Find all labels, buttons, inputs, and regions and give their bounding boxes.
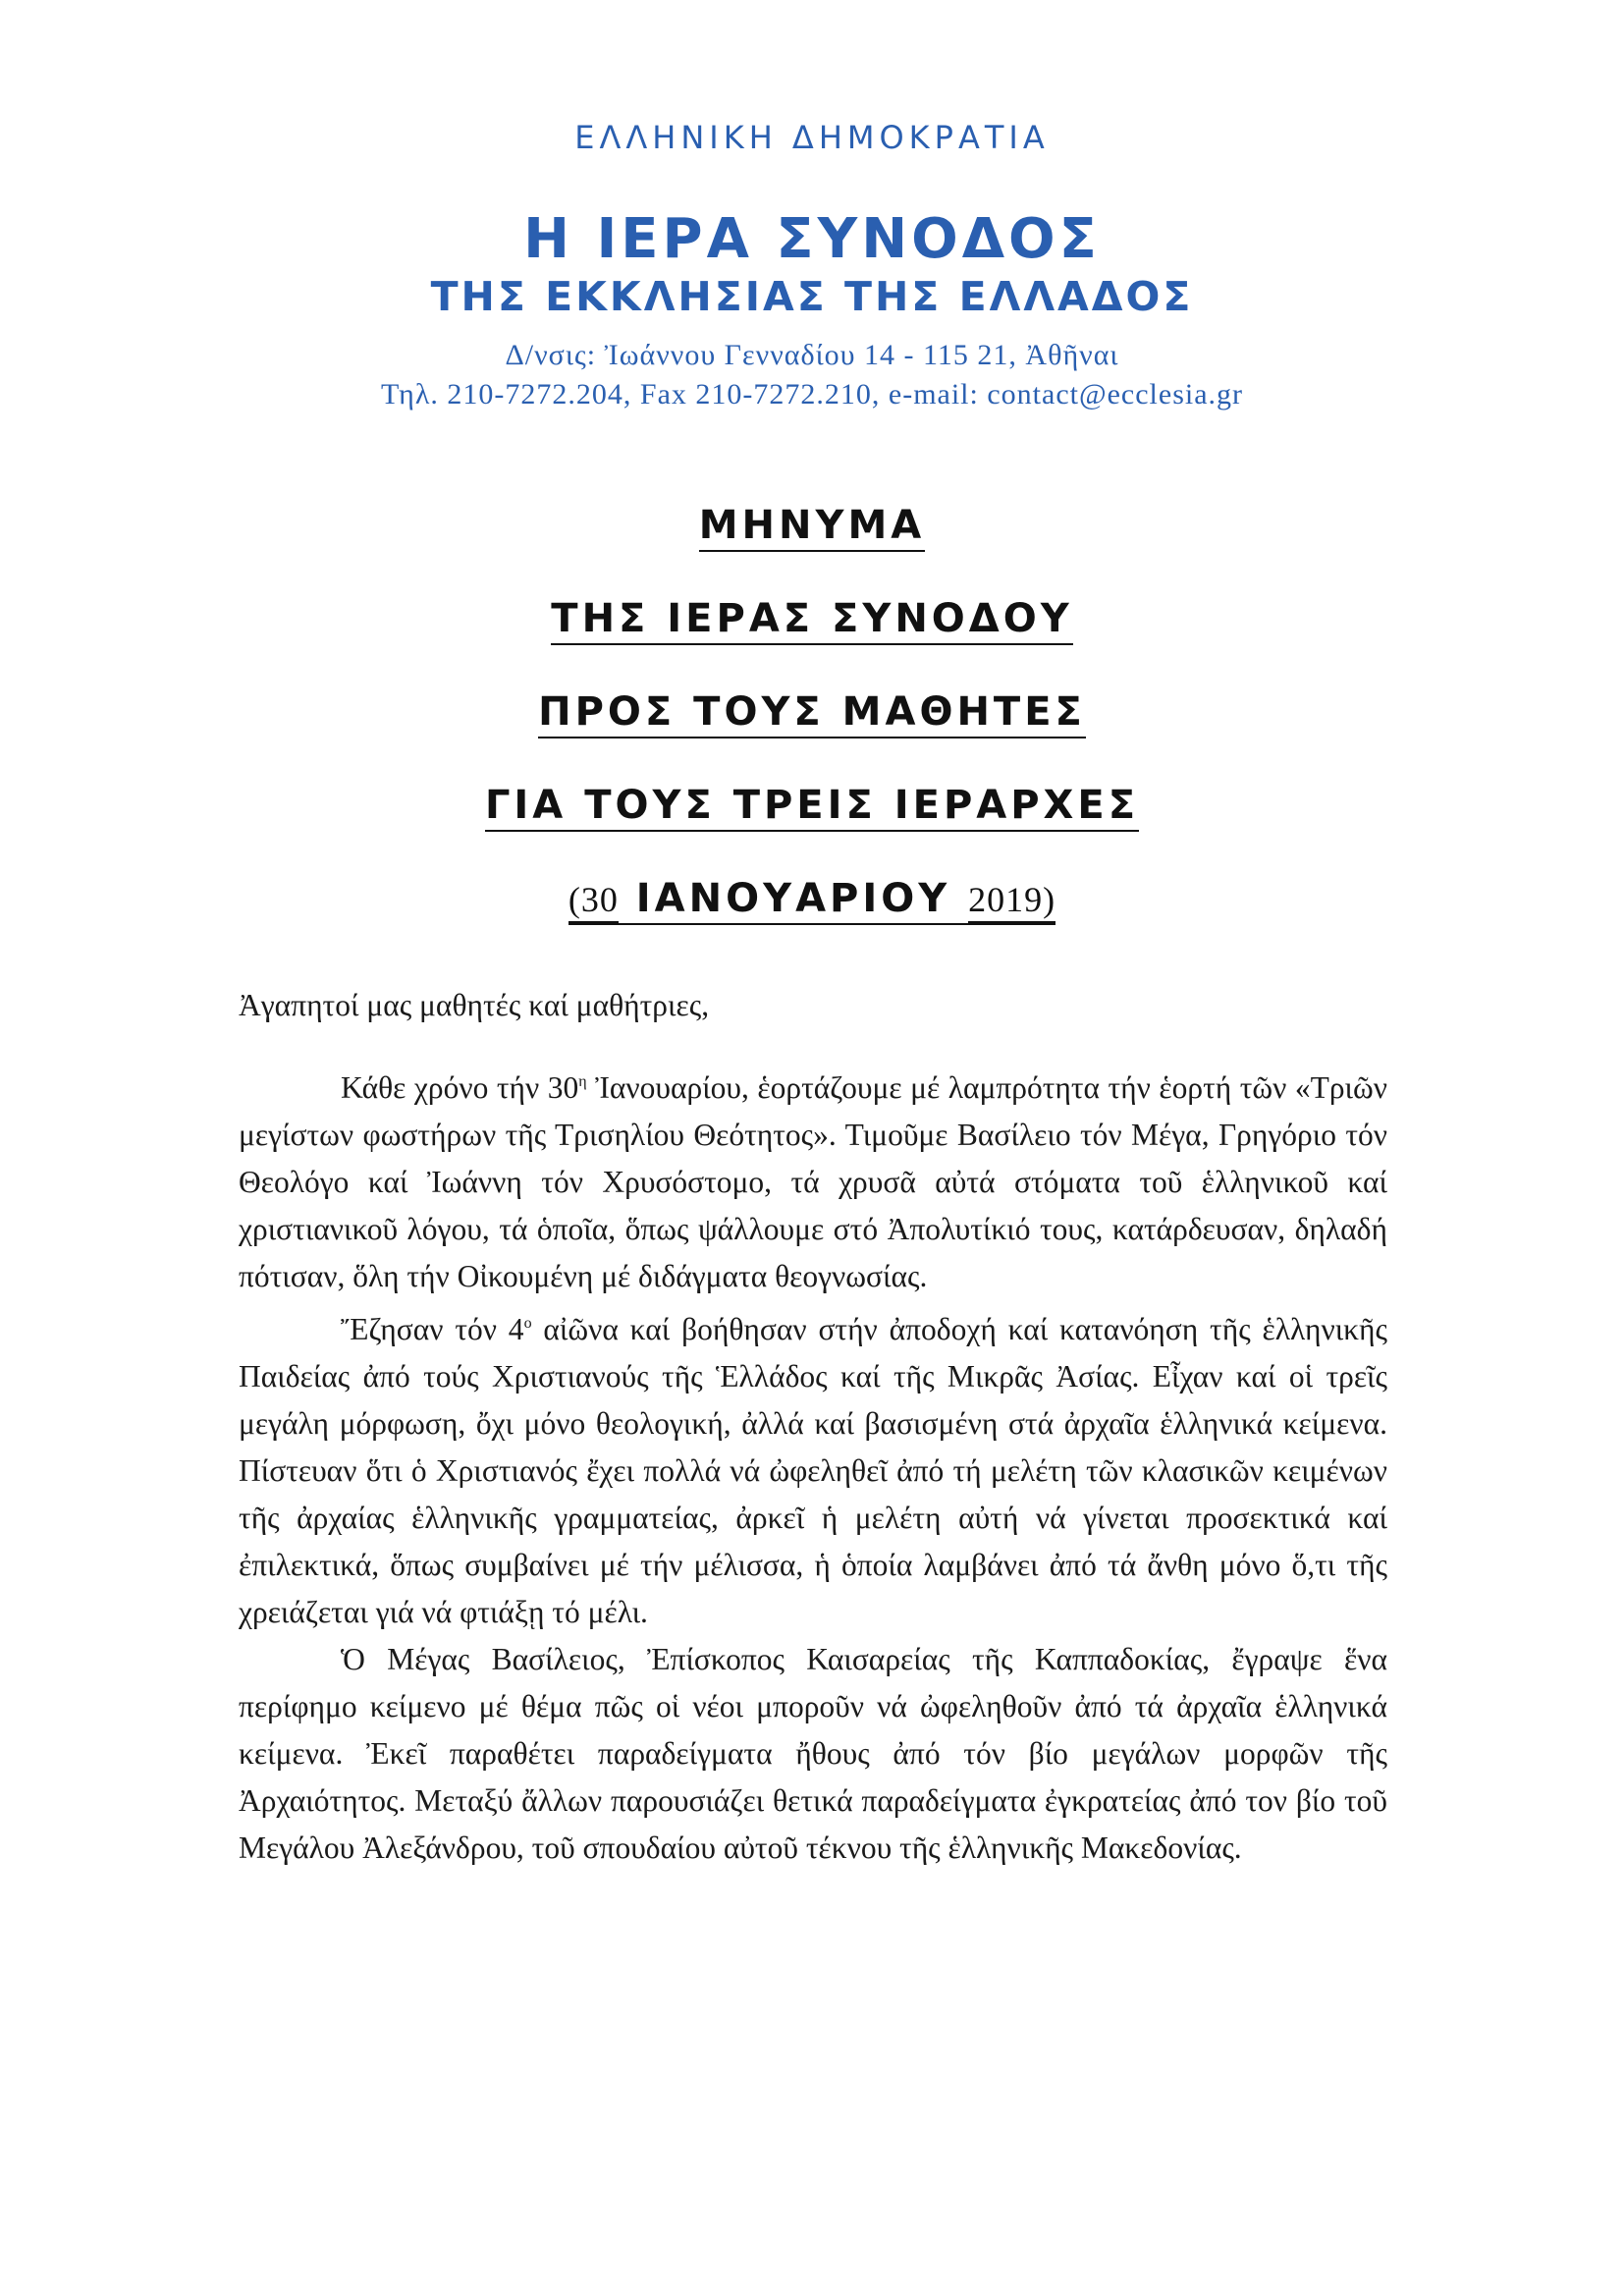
salutation: Ἀγαπητοί μας μαθητές καί μαθήτριες, (239, 988, 710, 1022)
contact-line: Τηλ. 210-7272.204, Fax 210-7272.210, e-mail: contact@ecclesia.gr (380, 378, 1244, 410)
church-name: ΤΗΣ ΕΚΚΛΗΣΙΑΣ ΤΗΣ ΕΛΛΑΔΟΣ (430, 273, 1194, 320)
title-line-students: ΠΡΟΣ ΤΟΥΣ ΜΑΘΗΤΕΣ (538, 689, 1086, 738)
paragraph-2: Ἔζησαν τόν $4^o$ αἰῶνα καί βοήθησαν στήν ἀποδοχή καί κατανόηση τῆς ἑλληνικῆς Παιδείας ἀπό τούς Χριστιανούς τῆς Ἑλλάδος καί τῆς Μικρᾶς Ἀσίας. Εἶχαν καί οἱ τρεῖς μεγάλη μόρφωση, ὄχι μόνο θεολογική, ἀλλά καί βασισμένη στά ἀρχαῖα ἑλληνικά κείμενα. Πίστευαν ὅτι ὁ Χριστιανός ἔχει πολλά νά ὠφεληθεῖ ἀπό τή μελέτη τῶν κλασικῶν κειμένων τῆς ἀρχαίας ἑλληνικῆς γραμματείας, ἀρκεῖ ἡ μελέτη αὐτή νά γίνεται προσεκτικά καί ἐπιλεκτικά, ὅπως συμβαίνει μέ τήν μέλισσα, ἡ ὁποία λαμβάνει ἀπό τά ἄνθη μόνο ὅ,τι τῆς χρειάζεται γιά νά φτιάξῃ τό μέλι. (239, 1312, 1388, 1629)
date-year: 2019 (968, 880, 1043, 923)
letterhead (0, 116, 1624, 414)
title-line-hierarchs: ΓΙΑ ΤΟΥΣ ΤΡΕΙΣ ΙΕΡΑΡΧΕΣ (485, 783, 1139, 832)
country-name: ΕΛΛΗΝΙΚΗ ΔΗΜΟΚΡΑΤΙΑ (574, 119, 1050, 156)
title-date: (30 ΙΑΝΟΥΑΡΙΟΥ 2019) (0, 872, 1624, 965)
title-line-synod: ΤΗΣ ΙΕΡΑΣ ΣΥΝΟΔΟΥ (551, 596, 1072, 645)
paragraph-3: Ὁ Μέγας Βασίλειος, Ἐπίσκοπος Καισαρείας τῆς Καππαδοκίας, ἔγραψε ἕνα περίφημο κείμενο μέ θέμα πῶς οἱ νέοι μποροῦν νά ὠφεληθοῦν ἀπό τά ἀρχαῖα ἑλληνικά κείμενα. Ἐκεῖ παραθέτει παραδείγματα ἤθους ἀπό τόν βίο μεγάλων μορφῶν τῆς Ἀρχαιότητος. Μεταξύ ἄλλων παρουσιάζει θετικά παραδείγματα ἐγκρατείας ἀπό τον βίο τοῦ Μεγάλου Ἀλεξάνδρου, τοῦ σπουδαίου αὐτοῦ τέκνου τῆς ἑλληνικῆς Μακεδονίας. (239, 1642, 1387, 1865)
date-month: ΙΑΝΟΥΑΡΙΟΥ (636, 876, 950, 925)
synod-name: Η ΙΕΡΑ ΣΥΝΟΔΟΣ (523, 207, 1101, 271)
date-day: 30 (581, 880, 619, 923)
address-line: Δ/νσις: Ἰωάννου Γενναδίου 14 - 115 21, Ἀθῆναι (505, 339, 1119, 371)
message-title-block (0, 499, 1624, 965)
paragraph-1: Κάθε χρόνο τήν $30^\eta$ Ἰανουαρίου, ἑορτάζουμε μέ λαμπρότητα τήν ἑορτή τῶν «Τριῶν μεγίστων φωστήρων τῆς Τρισηλίου Θεότητος». Τιμοῦμε Βασίλειο τόν Μέγα, Γρηγόριο τόν Θεολόγο καί Ἰωάννη τόν Χρυσόστομο, τά χρυσᾶ αὐτά στόματα τοῦ ἑλληνικοῦ καί χριστιανικοῦ λόγου, τά ὁποῖα, ὅπως ψάλλουμε στό Ἀπολυτίκιό τους, κατάρδευσαν, δηλαδή πότισαν, ὅλη τήν Οἰκουμένη μέ διδάγματα θεογνωσίας. (239, 1070, 1387, 1293)
title-line-message: ΜΗΝΥΜΑ (699, 503, 925, 552)
message-body (239, 982, 1387, 1872)
